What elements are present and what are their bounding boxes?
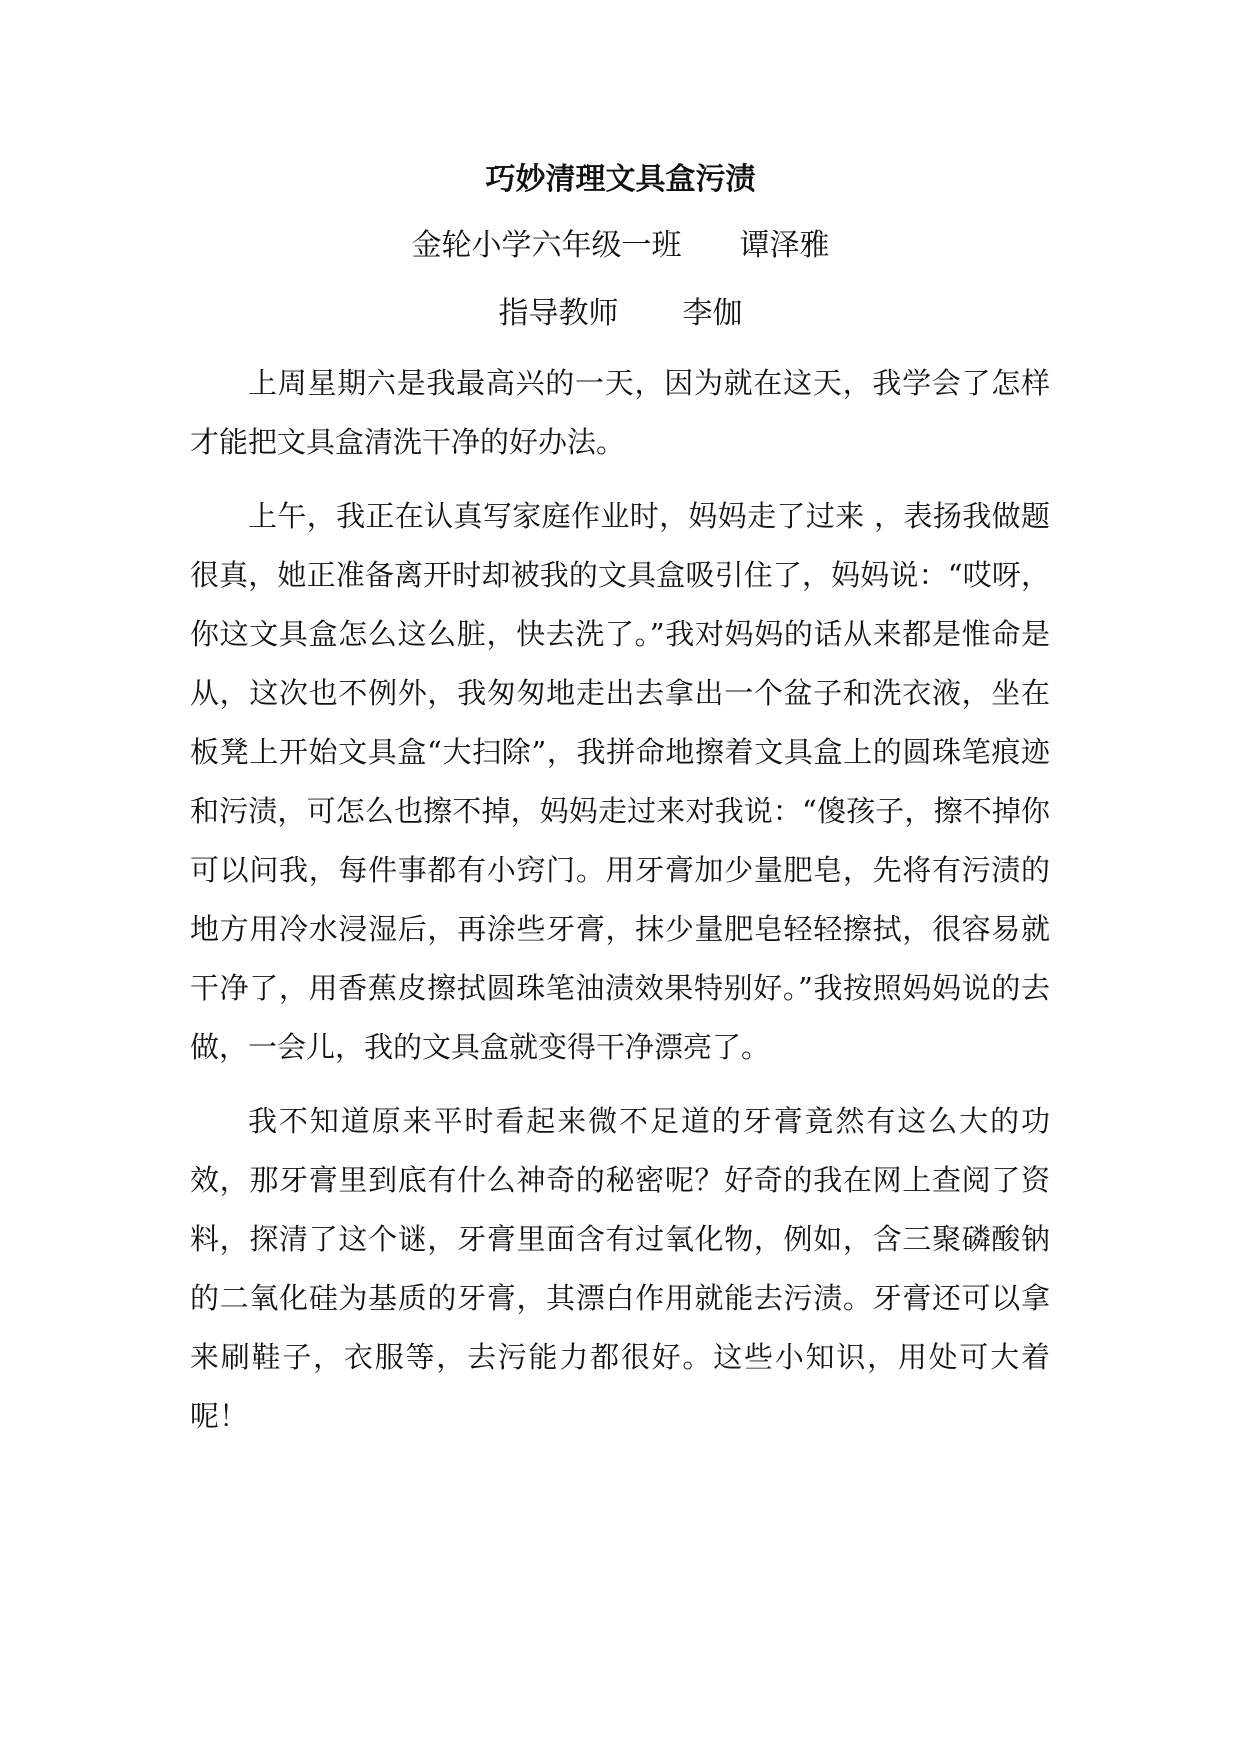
paragraph: 上午，我正在认真写家庭作业时，妈妈走了过来 ，表扬我做题很真，她正准备离开时却被我的文具盒吸引住了，妈妈说：“哎呀，你这文具盒怎么这么脏，快去洗了。”我对妈妈的话从来都是惟命是从，这次也不例外，我匆匆地走出去拿出一个盆子和洗衣液，坐在板凳上开始文具盒“大扫除”，我拼命地擦着文具盒上的圆珠笔痕迹和污渍，可怎么也擦不掉，妈妈走过来对我说：“傻孩子，擦不掉你可以问我，每件事都有小窍门。用牙膏加少量肥皂，先将有污渍的地方用冷水浸湿后，再涂些牙膏，抹少量肥皂轻轻擦拭，很容易就干净了，用香蕉皮擦拭圆珠笔油渍效果特别好。”我按照妈妈说的去做，一会儿，我的文具盒就变得干净漂亮了。: [190, 499, 1050, 1064]
teacher-line: [0, 294, 1241, 334]
paragraph: 上周星期六是我最高兴的一天，因为就在这天，我学会了怎样才能把文具盒清洗干净的好办法。: [190, 366, 1050, 459]
document-title: 巧妙清理文具盒污渍: [485, 162, 756, 197]
school-class: 金轮小学六年级一班: [411, 228, 682, 263]
teacher-label: 指导教师: [498, 296, 619, 331]
author-name: 谭泽雅: [739, 228, 830, 263]
article-body: [190, 354, 1050, 1446]
paragraph: 我不知道原来平时看起来微不足道的牙膏竟然有这么大的功效，那牙膏里到底有什么神奇的秘密呢？好奇的我在网上查阅了资料，探清了这个谜，牙膏里面含有过氧化物，例如，含三聚磷酸钠的二氧化硅为基质的牙膏，其漂白作用就能去污渍。牙膏还可以拿来刷鞋子，衣服等，去污能力都很好。这些小知识，用处可大着呢！: [190, 1104, 1050, 1433]
author-line: [0, 226, 1241, 266]
teacher-name: 李伽: [682, 296, 743, 331]
